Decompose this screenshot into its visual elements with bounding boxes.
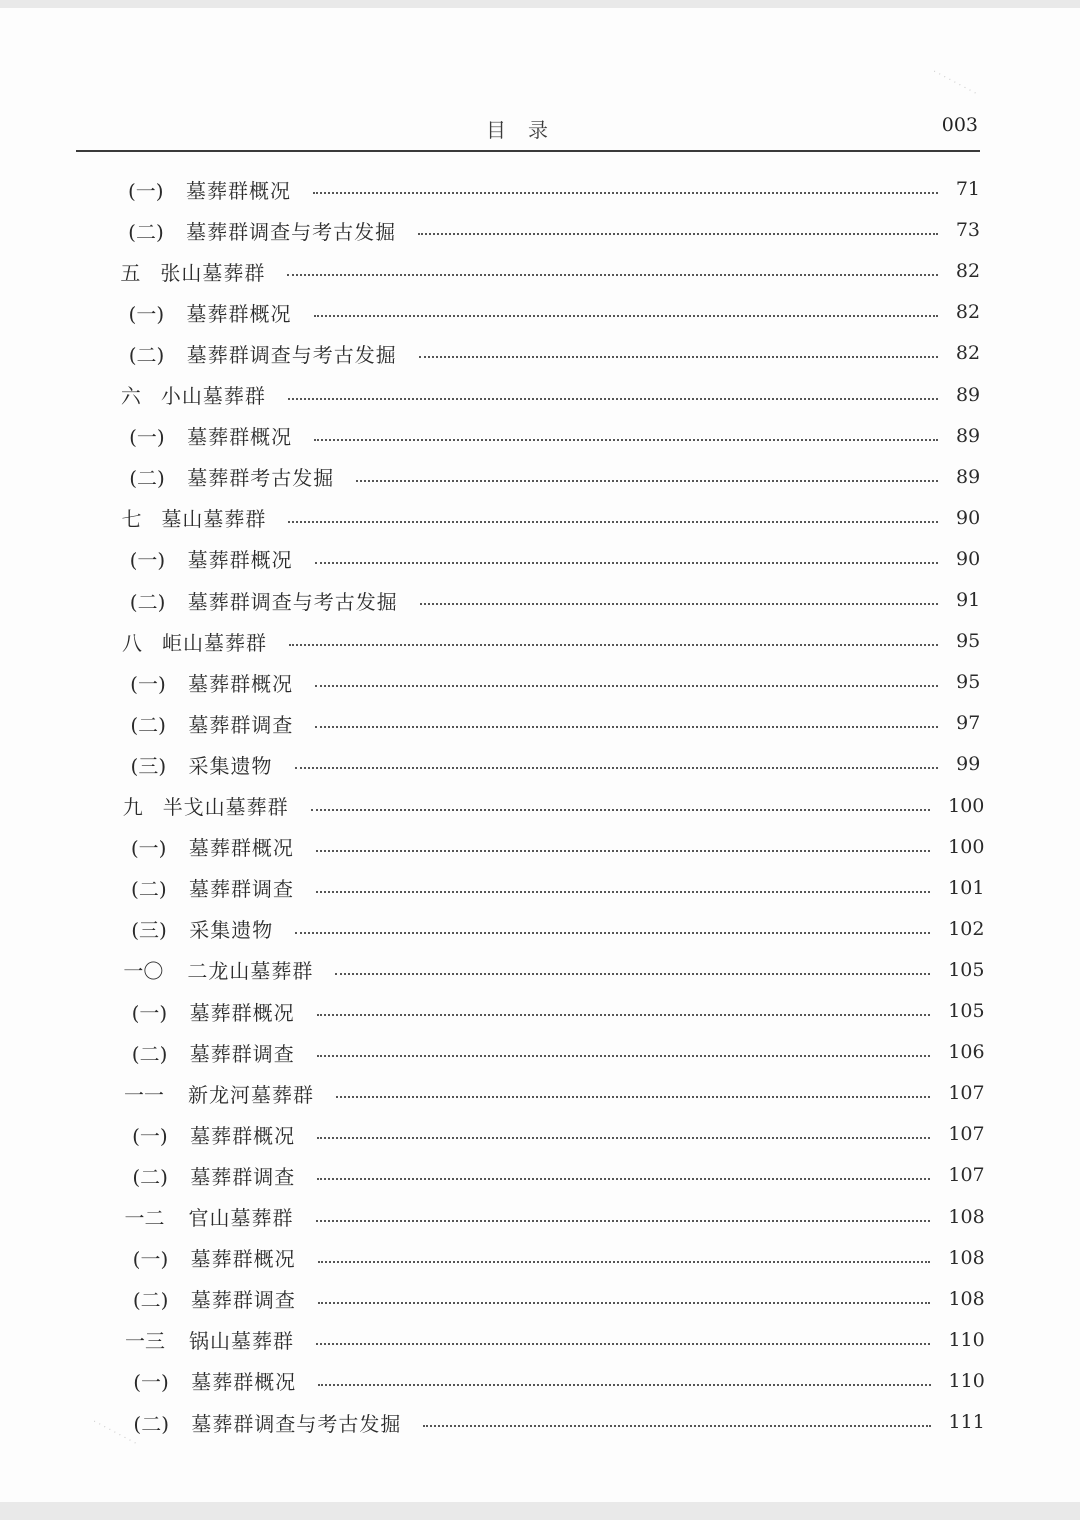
- running-header: [76, 114, 980, 152]
- dot-leader: [314, 439, 938, 441]
- toc-entry-page: 108: [948, 1246, 985, 1269]
- toc-entry[interactable]: [133, 1279, 985, 1319]
- dot-leader: [316, 891, 930, 893]
- toc-entry-page: 90: [956, 547, 981, 570]
- toc-entry-title: 墓葬群概况: [189, 1000, 295, 1025]
- toc-entry-number: (二): [128, 342, 165, 367]
- toc-entry-title: 墓葬群调查: [189, 877, 295, 902]
- toc-entry[interactable]: [131, 909, 984, 949]
- toc-entry-number: (一): [130, 836, 167, 861]
- toc-entry-page: 107: [948, 1082, 985, 1105]
- dot-leader: [315, 685, 938, 687]
- toc-entry[interactable]: [125, 1197, 985, 1237]
- toc-entry[interactable]: [124, 1073, 985, 1113]
- dot-leader: [316, 850, 930, 852]
- toc-entry-title: 墓葬群调查: [189, 1041, 295, 1066]
- toc-entry[interactable]: [129, 292, 981, 332]
- toc-entry[interactable]: [129, 457, 980, 497]
- toc-entry-title: 墓葬群调查: [188, 712, 294, 737]
- toc-entry[interactable]: [133, 1361, 985, 1401]
- toc-entry-number: 一二: [124, 1206, 165, 1230]
- dot-leader: [317, 1055, 931, 1057]
- dot-leader: [318, 1261, 931, 1263]
- toc-entry-page: 105: [948, 958, 985, 981]
- toc-entry[interactable]: [131, 868, 984, 908]
- dot-leader: [318, 1302, 931, 1304]
- toc-entry-title: 张山墓葬群: [160, 260, 266, 285]
- toc-entry-page: 102: [948, 917, 985, 940]
- toc-entry-number: (三): [131, 918, 167, 943]
- toc-entry-number: (二): [131, 1041, 168, 1066]
- toc-entry-title: 新龙河墓葬群: [187, 1082, 314, 1107]
- toc-entry[interactable]: [133, 1402, 984, 1442]
- page-title: 目录: [486, 118, 570, 142]
- toc-entry-title: 小山墓葬群: [160, 384, 266, 408]
- dot-leader: [315, 562, 939, 564]
- dot-leader: [420, 603, 938, 605]
- toc-entry-page: 100: [948, 835, 985, 858]
- dot-leader: [356, 480, 938, 482]
- toc-entry-number: 九: [122, 795, 143, 819]
- toc-entry-title: 墓葬群概况: [191, 1370, 297, 1395]
- toc-entry-title: 二龙山墓葬群: [187, 959, 314, 984]
- toc-entry[interactable]: [131, 827, 985, 867]
- toc-entry-number: (二): [128, 219, 164, 244]
- toc-entry-page: 107: [948, 1164, 985, 1187]
- toc-entry[interactable]: [130, 580, 980, 620]
- toc-entry[interactable]: [130, 703, 980, 743]
- toc-entry-page: 89: [955, 424, 981, 447]
- toc-entry-number: 一一: [123, 1082, 164, 1107]
- toc-entry-title: 墓葬群调查: [190, 1164, 296, 1189]
- dot-leader: [316, 1220, 931, 1222]
- dot-leader: [423, 1425, 930, 1427]
- toc-entry[interactable]: [133, 1238, 985, 1278]
- toc-entry[interactable]: [128, 169, 980, 209]
- toc-entry-number: (二): [129, 466, 165, 491]
- dot-leader: [315, 726, 938, 728]
- toc-entry-number: (一): [133, 1370, 169, 1395]
- toc-entry-title: 墓葬群考古发掘: [187, 466, 335, 491]
- dot-leader: [317, 1137, 930, 1139]
- toc-entry-page: 101: [948, 876, 985, 899]
- toc-entry[interactable]: [132, 1155, 984, 1195]
- toc-entry[interactable]: [123, 950, 984, 990]
- dot-leader: [314, 315, 939, 317]
- toc-entry-number: (一): [130, 671, 166, 696]
- toc-entry-page: 110: [948, 1369, 985, 1392]
- toc-entry-title: 墓葬群调查与考古发掘: [186, 219, 397, 244]
- toc-entry[interactable]: [123, 786, 985, 826]
- toc-entry-title: 墓葬群概况: [186, 178, 291, 203]
- toc-entry-number: (一): [129, 548, 166, 573]
- toc-entry-number: (二): [133, 1411, 169, 1436]
- toc-entry-page: 108: [948, 1287, 985, 1310]
- toc-entry-title: 墓山墓葬群: [161, 507, 267, 532]
- dot-leader: [313, 192, 938, 194]
- toc-entry-page: 71: [955, 178, 980, 200]
- toc-entry-number: 六: [120, 384, 141, 408]
- watermark: · · · · · · · · ·: [930, 67, 979, 99]
- toc-entry-number: (二): [132, 1164, 168, 1189]
- dot-leader: [289, 644, 938, 646]
- toc-entry[interactable]: [122, 621, 980, 661]
- toc-entry-number: 一〇: [123, 959, 164, 984]
- toc-entry-page: 107: [948, 1123, 985, 1146]
- toc-entry-title: 墓葬群调查: [190, 1288, 296, 1313]
- toc-entry-page: 99: [956, 753, 981, 776]
- dot-leader: [335, 973, 930, 975]
- dot-leader: [311, 809, 930, 811]
- toc-entry-number: 一三: [125, 1329, 166, 1354]
- toc-entry-title: 采集遗物: [188, 753, 273, 778]
- toc-entry[interactable]: [121, 375, 980, 415]
- toc-entry-number: (一): [129, 425, 165, 450]
- dot-leader: [318, 1384, 930, 1386]
- toc-entry-number: (二): [131, 877, 167, 902]
- toc-entry-title: 采集遗物: [189, 918, 274, 943]
- toc-entry-page: 106: [948, 1041, 985, 1064]
- toc-entry-number: 八: [121, 630, 142, 655]
- toc-entry[interactable]: [129, 416, 980, 456]
- toc-entry-title: 墓葬群概况: [190, 1123, 296, 1148]
- dot-leader: [295, 932, 930, 934]
- toc-entry-page: 91: [956, 589, 981, 611]
- toc-entry-title: 墓葬群概况: [190, 1247, 296, 1272]
- toc-entry-title: 岠山墓葬群: [161, 630, 267, 655]
- toc-entry-number: (三): [130, 753, 167, 778]
- toc-entry-number: (一): [128, 178, 164, 203]
- toc-entry-title: 墓葬群调查与考古发掘: [186, 342, 397, 367]
- toc-entry-page: 95: [956, 671, 981, 694]
- toc-entry-title: 半戈山墓葬群: [162, 795, 289, 819]
- dot-leader: [317, 1014, 931, 1016]
- toc-entry[interactable]: [120, 251, 980, 291]
- toc-entry[interactable]: [132, 1114, 984, 1154]
- toc-entry-title: 锅山墓葬群: [189, 1329, 295, 1354]
- toc-entry-page: 82: [955, 301, 981, 324]
- toc-entry-title: 墓葬群概况: [188, 836, 294, 861]
- toc-entry-page: 110: [948, 1328, 985, 1351]
- toc-entry[interactable]: [128, 210, 980, 250]
- dot-leader: [418, 233, 938, 235]
- dot-leader: [316, 1343, 930, 1345]
- toc-entry[interactable]: [130, 539, 981, 579]
- dot-leader: [336, 1096, 930, 1098]
- toc-entry-title: 墓葬群概况: [187, 425, 293, 450]
- toc-entry-number: (二): [132, 1288, 169, 1313]
- toc-entry-number: (一): [132, 1123, 168, 1148]
- toc-entry-page: 95: [956, 630, 981, 653]
- dot-leader: [288, 521, 938, 523]
- toc-entry-page: 89: [955, 465, 981, 488]
- toc-entry-page: 82: [955, 260, 981, 283]
- toc-entry[interactable]: [125, 1320, 985, 1360]
- toc-entry-title: 官山墓葬群: [188, 1206, 294, 1230]
- toc-entry-page: 100: [948, 794, 985, 817]
- toc-entry-page: 108: [948, 1205, 985, 1228]
- page-number: 003: [941, 114, 978, 136]
- watermark: · · · · · · · · ·: [90, 1417, 139, 1449]
- toc-entry-number: 七: [121, 507, 142, 532]
- toc-entry-title: 墓葬群概况: [186, 301, 292, 326]
- toc-entry[interactable]: [131, 744, 981, 784]
- dot-leader: [419, 356, 938, 358]
- toc-entry-page: 90: [956, 506, 981, 529]
- document-page: [0, 8, 1080, 1502]
- toc-entry-title: 墓葬群概况: [188, 671, 294, 696]
- toc-entry-page: 97: [956, 712, 981, 735]
- dot-leader: [317, 1178, 930, 1180]
- toc-entry-number: (二): [130, 712, 166, 737]
- toc-entry-page: 89: [955, 383, 981, 406]
- toc-entry-number: 五: [120, 260, 141, 285]
- toc-entry[interactable]: [132, 991, 985, 1031]
- toc-entry[interactable]: [132, 1032, 985, 1072]
- dot-leader: [288, 398, 938, 400]
- toc-entry-number: (一): [132, 1247, 169, 1272]
- toc-entry-title: 墓葬群调查与考古发掘: [187, 589, 398, 614]
- toc-entry-page: 73: [955, 219, 981, 242]
- toc-entry-number: (一): [131, 1000, 168, 1025]
- dot-leader: [295, 767, 939, 769]
- toc-entry-number: (一): [128, 301, 165, 326]
- toc-entry-title: 墓葬群概况: [187, 548, 293, 573]
- toc-entry-page: 105: [948, 1000, 985, 1022]
- toc-entry-number: (二): [129, 589, 166, 614]
- toc-entry[interactable]: [130, 662, 980, 702]
- dot-leader: [287, 274, 938, 276]
- toc-entry[interactable]: [129, 333, 980, 373]
- toc-entry[interactable]: [121, 498, 980, 538]
- toc-entry-page: 82: [955, 342, 981, 365]
- toc-entry-title: 墓葬群调查与考古发掘: [191, 1411, 402, 1436]
- toc-entry-page: 111: [948, 1411, 985, 1433]
